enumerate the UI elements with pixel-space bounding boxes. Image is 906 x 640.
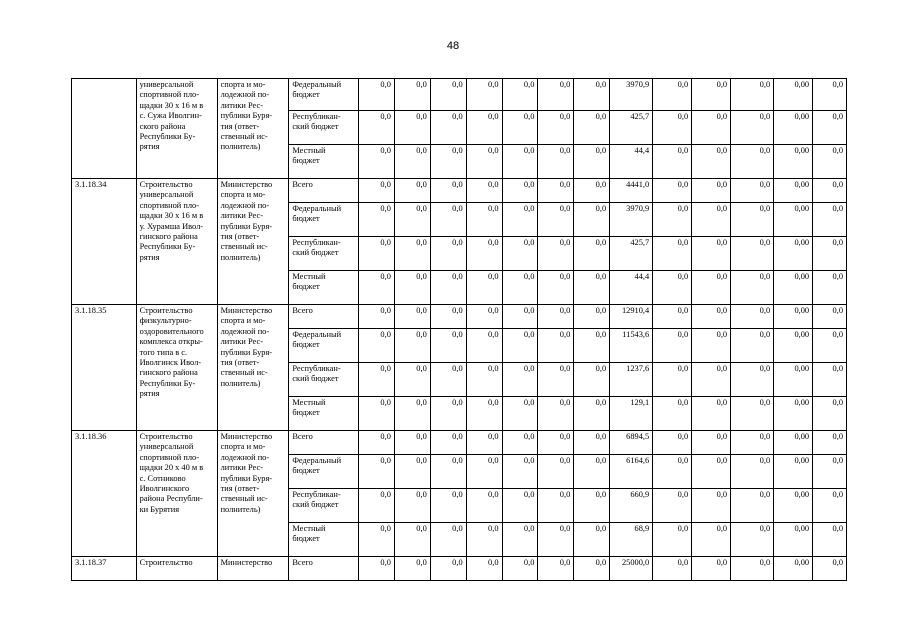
amount-cell: 0,0 (813, 329, 847, 363)
amount-cell: 0,0 (394, 489, 430, 523)
amount-cell: 0,0 (538, 203, 574, 237)
amount-cell: 0,0 (430, 523, 466, 557)
amount-cell: 0,0 (653, 329, 692, 363)
amount-cell: 0,0 (653, 363, 692, 397)
amount-cell: 0,0 (574, 397, 610, 431)
amount-cell: 0,0 (502, 203, 538, 237)
amount-cell: 0,0 (466, 489, 502, 523)
amount-cell: 660,9 (610, 489, 653, 523)
amount-cell: 0,00 (774, 305, 813, 329)
amount-cell: 0,0 (692, 523, 731, 557)
amount-cell: 0,0 (394, 363, 430, 397)
amount-cell: 0,0 (359, 145, 395, 179)
amount-cell: 0,0 (653, 79, 692, 111)
amount-cell: 0,0 (466, 431, 502, 455)
amount-cell: 1237,6 (610, 363, 653, 397)
amount-cell: 0,0 (653, 557, 692, 581)
amount-cell: 0,0 (813, 79, 847, 111)
amount-cell: 0,0 (538, 557, 574, 581)
amount-cell: 0,0 (653, 203, 692, 237)
amount-cell: 0,0 (692, 431, 731, 455)
amount-cell: 425,7 (610, 237, 653, 271)
amount-cell: 0,0 (574, 329, 610, 363)
amount-cell: 0,0 (502, 145, 538, 179)
amount-cell: 0,00 (774, 145, 813, 179)
amount-cell: 0,0 (731, 79, 774, 111)
amount-cell: 0,0 (466, 237, 502, 271)
amount-cell: 0,0 (502, 111, 538, 145)
amount-cell: 0,0 (538, 271, 574, 305)
item-executor: Министерство спорта и мо- лодежной по- литики Рес- публики Буря- тия (ответ- ственный ис- полнитель) (217, 305, 289, 431)
amount-cell: 0,00 (774, 329, 813, 363)
amount-cell: 0,0 (731, 271, 774, 305)
item-code: 3.1.18.35 (72, 305, 137, 431)
amount-cell: 0,0 (574, 79, 610, 111)
amount-cell: 0,0 (574, 431, 610, 455)
amount-cell: 0,0 (359, 397, 395, 431)
item-executor: Министерство спорта и мо- лодежной по- литики Рес- публики Буря- тия (ответ- ственный ис- полнитель) (217, 179, 289, 305)
amount-cell: 0,0 (430, 431, 466, 455)
item-code: 3.1.18.36 (72, 431, 137, 557)
amount-cell: 0,0 (653, 237, 692, 271)
amount-cell: 0,0 (430, 363, 466, 397)
amount-cell: 0,0 (813, 431, 847, 455)
amount-cell: 0,0 (538, 305, 574, 329)
amount-cell: 0,0 (574, 363, 610, 397)
item-code (72, 79, 137, 179)
amount-cell: 0,0 (538, 455, 574, 489)
amount-cell: 0,0 (394, 79, 430, 111)
table-row (72, 431, 847, 455)
amount-cell: 0,0 (813, 397, 847, 431)
item-executor: Министерство (217, 557, 289, 581)
funding-source: Местный бюджет (289, 271, 359, 305)
amount-cell: 0,0 (430, 397, 466, 431)
item-executor: Министерство спорта и мо- лодежной по- литики Рес- публики Буря- тия (ответ- ственный ис- полнитель) (217, 431, 289, 557)
amount-cell: 0,00 (774, 363, 813, 397)
amount-cell: 6894,5 (610, 431, 653, 455)
amount-cell: 0,0 (574, 111, 610, 145)
amount-cell: 0,0 (430, 79, 466, 111)
amount-cell: 0,0 (394, 203, 430, 237)
amount-cell: 0,0 (394, 329, 430, 363)
amount-cell: 0,00 (774, 557, 813, 581)
amount-cell: 0,00 (774, 111, 813, 145)
amount-cell: 0,0 (731, 431, 774, 455)
amount-cell: 0,0 (502, 557, 538, 581)
item-code: 3.1.18.37 (72, 557, 137, 581)
amount-cell: 0,0 (538, 145, 574, 179)
amount-cell: 0,0 (430, 489, 466, 523)
amount-cell: 0,0 (502, 397, 538, 431)
table-row (72, 79, 847, 111)
item-name: Строительство универсальной спортивной пло- щадки 30 х 16 м в у. Хурамша Ивол- гинского района Республики Бу- рятия (136, 179, 217, 305)
amount-cell: 0,0 (466, 329, 502, 363)
amount-cell: 0,0 (731, 329, 774, 363)
amount-cell: 0,0 (466, 111, 502, 145)
amount-cell: 0,0 (359, 557, 395, 581)
amount-cell: 0,0 (574, 179, 610, 203)
amount-cell: 0,0 (394, 455, 430, 489)
amount-cell: 0,0 (813, 489, 847, 523)
item-name: Строительство универсальной спортивной пло- щадки 20 х 40 м в с. Сотниково Иволгинского района Республи- ки Бурятия (136, 431, 217, 557)
amount-cell: 0,0 (692, 397, 731, 431)
amount-cell: 0,00 (774, 179, 813, 203)
item-name: Строительство (136, 557, 217, 581)
amount-cell: 0,0 (502, 329, 538, 363)
amount-cell: 0,0 (574, 203, 610, 237)
amount-cell: 44,4 (610, 271, 653, 305)
amount-cell: 0,0 (359, 455, 395, 489)
amount-cell: 0,0 (466, 397, 502, 431)
funding-source: Федеральный бюджет (289, 203, 359, 237)
amount-cell: 0,0 (394, 145, 430, 179)
amount-cell: 0,0 (574, 237, 610, 271)
amount-cell: 0,0 (394, 397, 430, 431)
amount-cell: 0,0 (466, 271, 502, 305)
amount-cell: 0,0 (653, 179, 692, 203)
amount-cell: 0,0 (359, 179, 395, 203)
amount-cell: 0,0 (502, 179, 538, 203)
amount-cell: 0,0 (538, 329, 574, 363)
item-name: универсальной спортивной пло- щадки 30 х 16 м в с. Сужа Иволгин- ского района Республики Бу- рятия (136, 79, 217, 179)
amount-cell: 0,00 (774, 455, 813, 489)
funding-source: Всего (289, 557, 359, 581)
page-number: 48 (446, 40, 460, 52)
amount-cell: 0,0 (813, 179, 847, 203)
amount-cell: 0,0 (813, 111, 847, 145)
amount-cell: 0,0 (502, 237, 538, 271)
amount-cell: 0,0 (813, 363, 847, 397)
funding-source: Местный бюджет (289, 523, 359, 557)
amount-cell: 25000,0 (610, 557, 653, 581)
amount-cell: 0,0 (731, 557, 774, 581)
table-row (72, 305, 847, 329)
amount-cell: 0,0 (692, 329, 731, 363)
amount-cell: 0,0 (502, 455, 538, 489)
amount-cell: 0,00 (774, 431, 813, 455)
amount-cell: 0,0 (430, 179, 466, 203)
amount-cell: 0,0 (574, 271, 610, 305)
amount-cell: 0,0 (430, 557, 466, 581)
amount-cell: 0,0 (653, 271, 692, 305)
funding-source: Местный бюджет (289, 397, 359, 431)
amount-cell: 0,0 (731, 305, 774, 329)
amount-cell: 0,0 (731, 397, 774, 431)
amount-cell: 0,0 (653, 455, 692, 489)
amount-cell: 0,0 (813, 271, 847, 305)
amount-cell: 0,0 (731, 179, 774, 203)
amount-cell: 0,0 (692, 111, 731, 145)
amount-cell: 0,0 (359, 79, 395, 111)
amount-cell: 0,0 (394, 431, 430, 455)
amount-cell: 0,00 (774, 397, 813, 431)
table-row (72, 179, 847, 203)
amount-cell: 0,0 (466, 179, 502, 203)
amount-cell: 3970,9 (610, 79, 653, 111)
funding-source: Республикан- ский бюджет (289, 111, 359, 145)
amount-cell: 0,0 (692, 79, 731, 111)
amount-cell: 0,0 (574, 145, 610, 179)
amount-cell: 0,0 (692, 305, 731, 329)
amount-cell: 0,0 (692, 363, 731, 397)
amount-cell: 0,0 (466, 363, 502, 397)
amount-cell: 0,0 (359, 489, 395, 523)
amount-cell: 0,0 (430, 203, 466, 237)
amount-cell: 0,0 (692, 489, 731, 523)
funding-source: Всего (289, 179, 359, 203)
amount-cell: 0,0 (502, 79, 538, 111)
amount-cell: 0,0 (502, 489, 538, 523)
amount-cell: 0,0 (430, 111, 466, 145)
amount-cell: 0,0 (731, 489, 774, 523)
amount-cell: 0,00 (774, 79, 813, 111)
amount-cell: 0,0 (466, 557, 502, 581)
amount-cell: 0,0 (466, 145, 502, 179)
amount-cell: 0,0 (359, 523, 395, 557)
amount-cell: 0,0 (430, 237, 466, 271)
amount-cell: 0,0 (731, 363, 774, 397)
amount-cell: 0,0 (538, 237, 574, 271)
amount-cell: 11543,6 (610, 329, 653, 363)
amount-cell: 0,0 (466, 203, 502, 237)
amount-cell: 0,00 (774, 271, 813, 305)
amount-cell: 0,0 (574, 455, 610, 489)
amount-cell: 0,0 (538, 179, 574, 203)
amount-cell: 0,0 (574, 489, 610, 523)
amount-cell: 0,0 (394, 523, 430, 557)
amount-cell: 0,0 (692, 271, 731, 305)
amount-cell: 0,0 (538, 79, 574, 111)
amount-cell: 12910,4 (610, 305, 653, 329)
amount-cell: 0,0 (466, 523, 502, 557)
amount-cell: 0,00 (774, 523, 813, 557)
amount-cell: 0,0 (653, 145, 692, 179)
amount-cell: 0,0 (430, 305, 466, 329)
amount-cell: 0,0 (466, 455, 502, 489)
amount-cell: 0,0 (653, 523, 692, 557)
amount-cell: 0,0 (731, 111, 774, 145)
funding-source: Всего (289, 305, 359, 329)
amount-cell: 0,00 (774, 237, 813, 271)
amount-cell: 0,0 (813, 455, 847, 489)
amount-cell: 0,0 (692, 145, 731, 179)
amount-cell: 0,0 (692, 455, 731, 489)
amount-cell: 0,0 (813, 523, 847, 557)
amount-cell: 0,0 (538, 489, 574, 523)
amount-cell: 0,0 (653, 111, 692, 145)
funding-source: Местный бюджет (289, 145, 359, 179)
item-name: Строительство физкультурно- оздоровительного комплекса откры- того типа в с. Иволгинск Ивол- гинского района Республики Бу- рятия (136, 305, 217, 431)
amount-cell: 0,0 (430, 271, 466, 305)
funding-source: Федеральный бюджет (289, 455, 359, 489)
amount-cell: 0,0 (813, 557, 847, 581)
amount-cell: 0,0 (692, 203, 731, 237)
amount-cell: 0,0 (538, 111, 574, 145)
amount-cell: 0,0 (731, 455, 774, 489)
funding-source: Федеральный бюджет (289, 329, 359, 363)
amount-cell: 0,0 (466, 79, 502, 111)
amount-cell: 0,0 (574, 305, 610, 329)
amount-cell: 6164,6 (610, 455, 653, 489)
amount-cell: 0,0 (466, 305, 502, 329)
amount-cell: 0,0 (430, 145, 466, 179)
funding-source: Республикан- ский бюджет (289, 489, 359, 523)
amount-cell: 0,00 (774, 203, 813, 237)
amount-cell: 44,4 (610, 145, 653, 179)
amount-cell: 0,0 (538, 397, 574, 431)
amount-cell: 0,0 (653, 305, 692, 329)
amount-cell: 0,0 (692, 557, 731, 581)
budget-table (71, 78, 847, 581)
funding-source: Республикан- ский бюджет (289, 237, 359, 271)
amount-cell: 0,0 (359, 271, 395, 305)
amount-cell: 0,0 (692, 179, 731, 203)
item-executor: спорта и мо- лодежной по- литики Рес- публики Буря- тия (ответ- ственный ис- полнитель) (217, 79, 289, 179)
amount-cell: 0,0 (502, 523, 538, 557)
amount-cell: 129,1 (610, 397, 653, 431)
funding-source: Федеральный бюджет (289, 79, 359, 111)
amount-cell: 0,0 (359, 111, 395, 145)
amount-cell: 3970,9 (610, 203, 653, 237)
amount-cell: 0,0 (359, 305, 395, 329)
amount-cell: 68,9 (610, 523, 653, 557)
amount-cell: 0,0 (359, 363, 395, 397)
funding-source: Всего (289, 431, 359, 455)
amount-cell: 0,0 (813, 305, 847, 329)
amount-cell: 0,0 (394, 237, 430, 271)
amount-cell: 0,0 (394, 111, 430, 145)
amount-cell: 0,0 (502, 363, 538, 397)
amount-cell: 0,0 (359, 203, 395, 237)
amount-cell: 0,0 (692, 237, 731, 271)
amount-cell: 425,7 (610, 111, 653, 145)
amount-cell: 0,0 (430, 455, 466, 489)
amount-cell: 0,0 (653, 431, 692, 455)
amount-cell: 0,0 (813, 145, 847, 179)
amount-cell: 0,0 (653, 489, 692, 523)
amount-cell: 0,0 (394, 557, 430, 581)
amount-cell: 0,0 (359, 431, 395, 455)
amount-cell: 0,0 (731, 237, 774, 271)
amount-cell: 0,0 (394, 179, 430, 203)
amount-cell: 0,0 (538, 523, 574, 557)
amount-cell: 0,0 (813, 203, 847, 237)
amount-cell: 0,0 (574, 523, 610, 557)
amount-cell: 4441,0 (610, 179, 653, 203)
amount-cell: 0,0 (502, 271, 538, 305)
amount-cell: 0,0 (813, 237, 847, 271)
amount-cell: 0,0 (538, 363, 574, 397)
amount-cell: 0,0 (430, 329, 466, 363)
amount-cell: 0,0 (502, 305, 538, 329)
amount-cell: 0,00 (774, 489, 813, 523)
amount-cell: 0,0 (653, 397, 692, 431)
amount-cell: 0,0 (394, 305, 430, 329)
amount-cell: 0,0 (359, 329, 395, 363)
item-code: 3.1.18.34 (72, 179, 137, 305)
amount-cell: 0,0 (359, 237, 395, 271)
amount-cell: 0,0 (502, 431, 538, 455)
amount-cell: 0,0 (394, 271, 430, 305)
amount-cell: 0,0 (731, 145, 774, 179)
amount-cell: 0,0 (731, 523, 774, 557)
amount-cell: 0,0 (731, 203, 774, 237)
funding-source: Республикан- ский бюджет (289, 363, 359, 397)
amount-cell: 0,0 (574, 557, 610, 581)
table-row (72, 557, 847, 581)
amount-cell: 0,0 (538, 431, 574, 455)
